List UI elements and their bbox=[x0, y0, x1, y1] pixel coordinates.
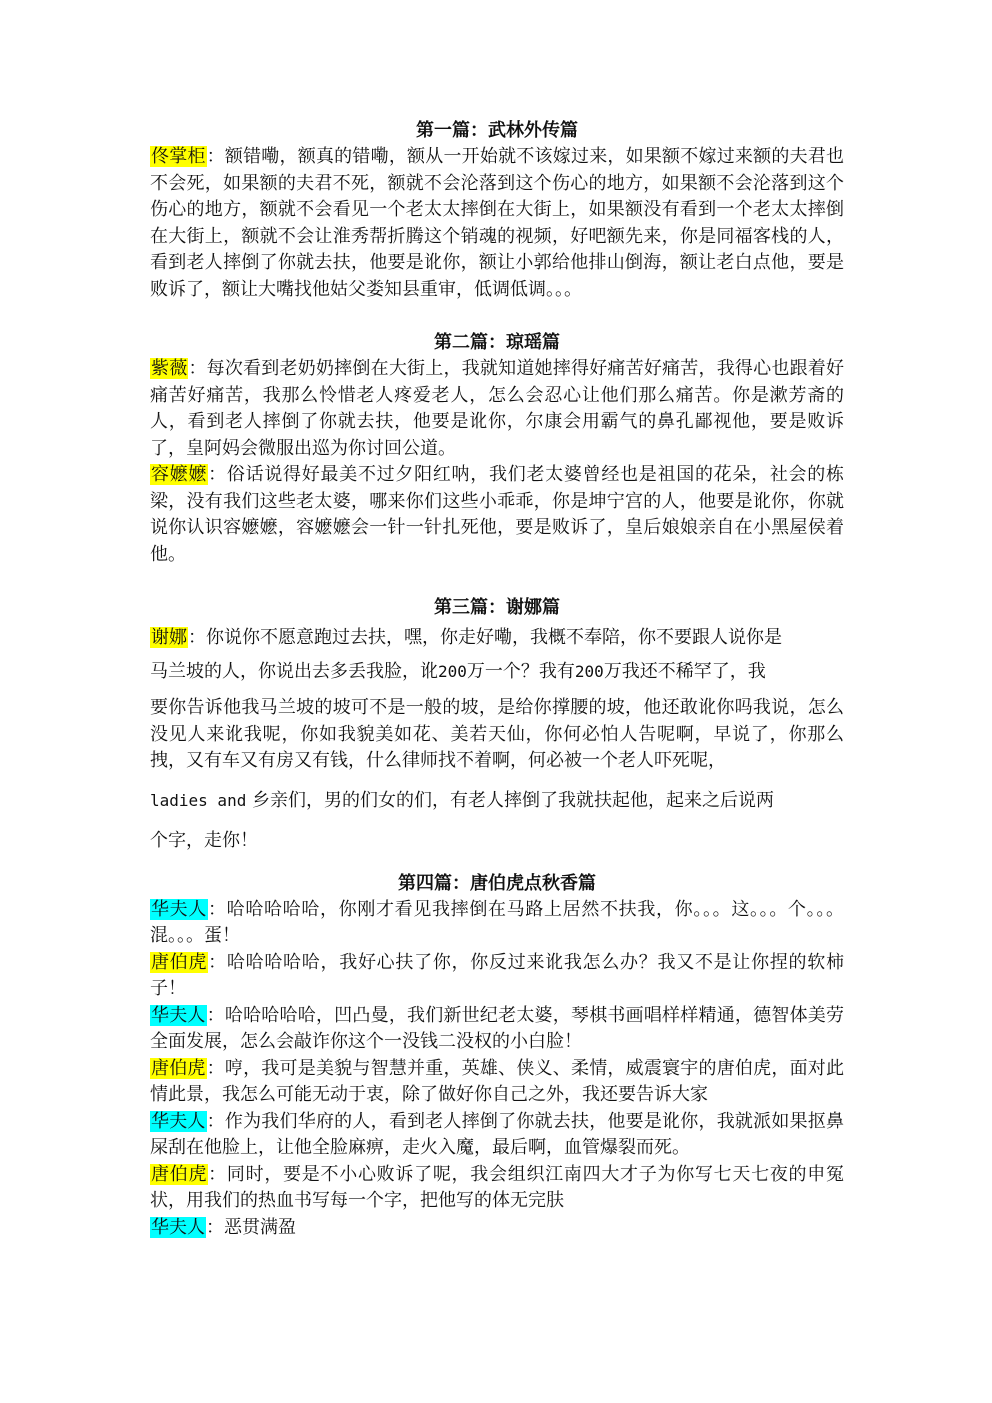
dialogue-text: ：额错嘞，额真的错嘞，额从一开始就不该嫁过来，如果额不嫁过来额的夫君也不会死，如果额的夫君不死，额就不会沦落到这个伤心的地方，如果额不会沦落到这个伤心的地方，额就不会看见一个老太太摔倒在大街上，如果额没有看到一个老太太摔倒在大街上，额就不会让淮秀帮折腾这个销魂的视频，好吧额先来，你是同福客栈的人，看到老人摔倒了你就去扶，他要是讹你，额让小郭给他排山倒海，额让老白点他，要是败诉了，额让大嘴找他姑父娄知县重审，低调低调。。。 bbox=[150, 146, 845, 300]
dialogue-text: ：哈哈哈哈哈，凹凸曼，我们新世纪老太婆，琴棋书画唱样样精通，德智体美劳全面发展，怎么会敲诈你这个一没钱二没权的小白脸！ bbox=[150, 1004, 845, 1052]
dialogue-paragraph bbox=[150, 1003, 844, 1056]
dialogue-text: 乡亲们，男的们女的们，有老人摔倒了我就扶起他，起来之后说两 bbox=[246, 789, 775, 811]
dialogue-text: ：恶贯满盈 bbox=[206, 1216, 296, 1238]
dialogue-list bbox=[150, 897, 844, 1242]
number-text: 200 bbox=[438, 662, 467, 681]
dialogue-paragraph bbox=[150, 1215, 844, 1242]
dialogue-line bbox=[150, 695, 844, 775]
dialogue-paragraph bbox=[150, 462, 844, 568]
speaker-label: 容嬷嬷 bbox=[151, 464, 208, 485]
speaker-label: 谢娜 bbox=[151, 627, 187, 648]
section-gap bbox=[150, 303, 844, 330]
dialogue-line bbox=[150, 655, 844, 689]
dialogue-paragraph bbox=[150, 1109, 844, 1162]
speaker-label: 华夫人 bbox=[151, 898, 207, 920]
dialogue-paragraph bbox=[150, 897, 844, 950]
speaker-label: 华夫人 bbox=[151, 1004, 206, 1026]
dialogue-text: ：哈哈哈哈哈，你刚才看见我摔倒在马路上居然不扶我，你。。。这。。。个。。。混。。。蛋！ bbox=[150, 898, 844, 946]
dialogue-text: ：作为我们华府的人，看到老人摔倒了你就去扶，他要是讹你，我就派如果抠鼻屎刮在他脸上，让他全脸麻痹，走火入魔，最后啊，血管爆裂而死。 bbox=[150, 1110, 845, 1158]
dialogue-text: 万我还不稀罕了，我 bbox=[603, 661, 766, 682]
section-gap bbox=[150, 568, 844, 595]
dialogue-text: 个字，走你！ bbox=[150, 829, 258, 851]
dialogue-text: 马兰坡的人，你说出去多丢我脸，讹 bbox=[150, 661, 438, 682]
speaker-label: 佟掌柜 bbox=[151, 146, 206, 167]
speaker-label: 唐伯虎 bbox=[151, 1057, 206, 1079]
speaker-label: 唐伯虎 bbox=[151, 951, 208, 973]
dialogue-text: ：哈哈哈哈哈，我好心扶了你，你反过来讹我怎么办？我又不是让你捏的软柿子！ bbox=[150, 951, 845, 999]
speaker-label: 紫薇 bbox=[151, 358, 188, 379]
document-page bbox=[150, 118, 844, 1241]
dialogue-text: ：你说你不愿意跑过去扶，嘿，你走好嘞，我概不奉陪，你不要跟人说你是 bbox=[188, 627, 782, 648]
dialogue-text: ：俗话说得好最美不过夕阳红呐，我们老太婆曾经也是祖国的花朵，社会的栋梁，没有我们这些老太婆，哪来你们这些小乖乖，你是坤宁宫的人，他要是讹你，你就说你认识容嬷嬷，容嬷嬷会一针一针扎死他，要是败诉了，皇后娘娘亲自在小黑屋侯着他。 bbox=[150, 464, 845, 565]
dialogue-paragraph bbox=[150, 1162, 844, 1215]
section-title-4: 第四篇：唐伯虎点秋香篇 bbox=[398, 872, 596, 894]
section-gap bbox=[150, 861, 844, 871]
section-title-2: 第二篇：琼瑶篇 bbox=[434, 332, 560, 353]
speaker-label: 唐伯虎 bbox=[151, 1163, 208, 1185]
dialogue-text: ：同时，要是不小心败诉了呢，我会组织江南四大才子为你写七天七夜的申冤状，用我们的热血书写每一个字，把他写的体无完肤 bbox=[150, 1163, 845, 1211]
speaker-label: 华夫人 bbox=[151, 1110, 206, 1132]
dialogue-paragraph bbox=[150, 1056, 844, 1109]
section-title-1: 第一篇：武林外传篇 bbox=[416, 120, 578, 141]
speaker-label: 华夫人 bbox=[151, 1216, 205, 1238]
dialogue-text: ：哼，我可是美貌与智慧并重，英雄、侠义、柔情，威震寰宇的唐伯虎，面对此情此景，我怎么可能无动于衷，除了做好你自己之外，我还要告诉大家 bbox=[150, 1057, 845, 1105]
dialogue-line bbox=[150, 821, 844, 861]
dialogue-text: ：每次看到老奶奶摔倒在大街上，我就知道她摔得好痛苦好痛苦，我得心也跟着好痛苦好痛苦，我那么怜惜老人疼爱老人，怎么会忍心让他们那么痛苦。你是漱芳斋的人，看到老人摔倒了你就去扶，他要是讹你，尔康会用霸气的鼻孔鄙视他，要是败诉了，皇阿妈会微服出巡为你讨回公道。 bbox=[150, 358, 845, 459]
english-text: ladies and bbox=[150, 790, 247, 810]
section-title-3: 第三篇：谢娜篇 bbox=[434, 597, 560, 618]
dialogue-text: 要你告诉他我马兰坡的坡可不是一般的坡，是给你撑腰的坡，他还敢讹你吗我说，怎么没见人来讹我呢，你如我貌美如花、美若天仙，你何必怕人告呢啊，早说了，你那么拽，又有车又有房又有钱，什么律师找不着啊，何必被一个老人吓死呢， bbox=[150, 697, 844, 771]
number-text: 200 bbox=[574, 662, 604, 681]
dialogue-paragraph bbox=[150, 621, 844, 655]
dialogue-text: 万一个？我有 bbox=[466, 661, 575, 682]
dialogue-line bbox=[150, 781, 844, 821]
dialogue-paragraph bbox=[150, 356, 844, 462]
dialogue-paragraph bbox=[150, 144, 844, 303]
dialogue-paragraph bbox=[150, 950, 844, 1003]
